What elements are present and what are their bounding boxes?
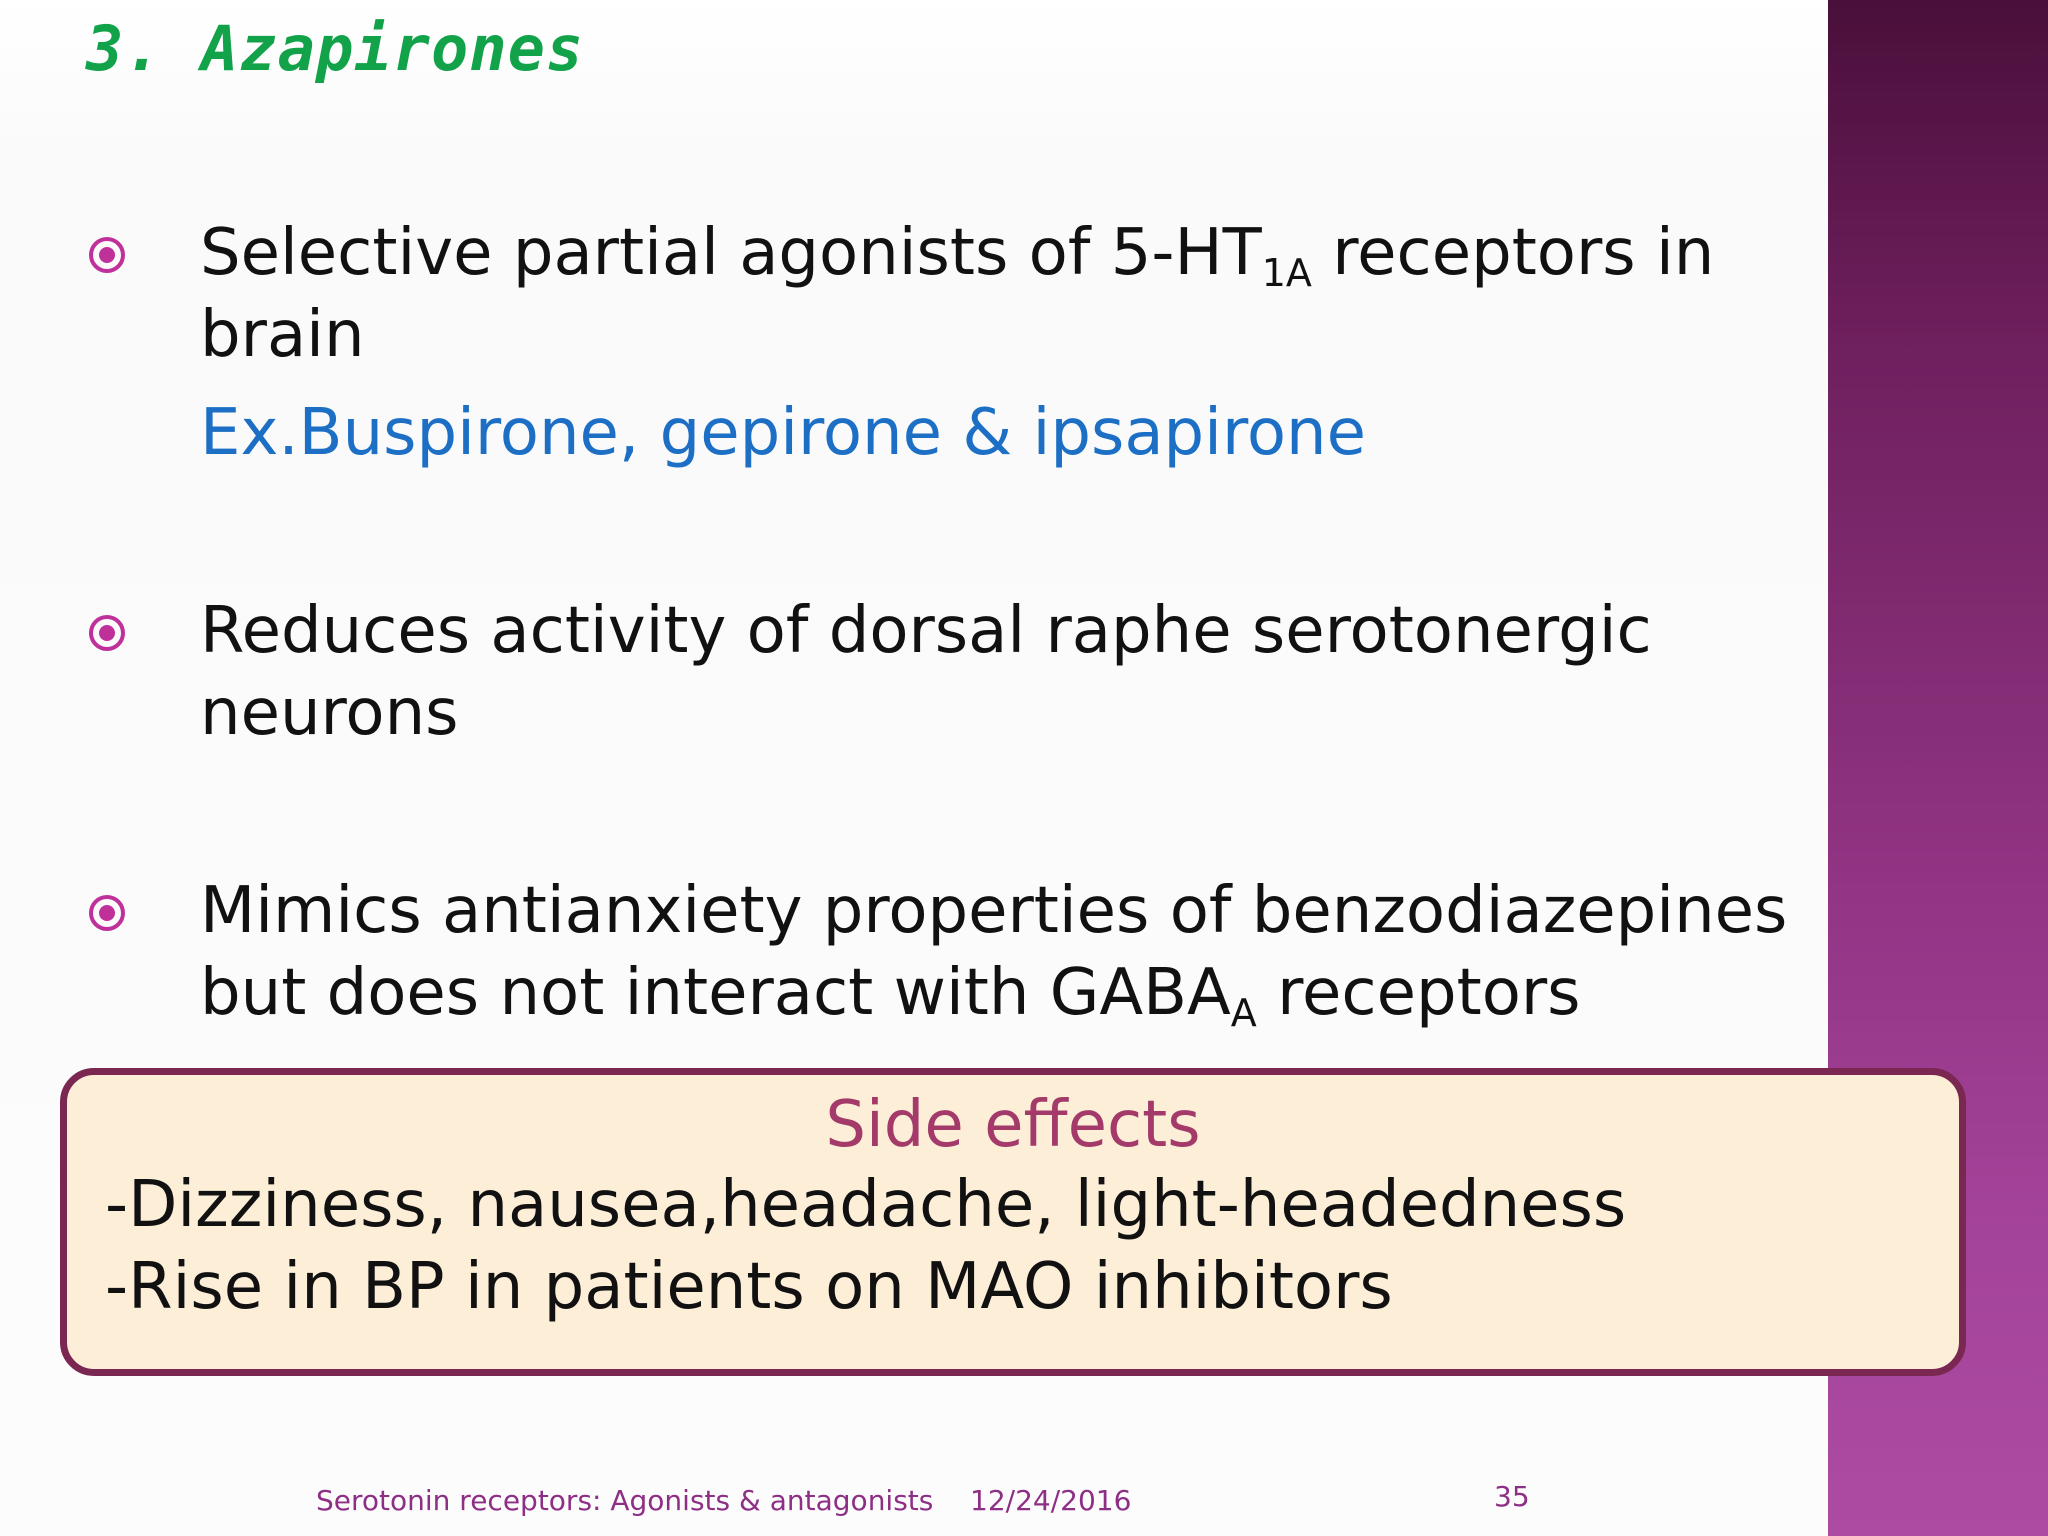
bullet-text-1: [200, 212, 1800, 376]
circled-dot-bullet-icon: [88, 614, 126, 652]
bullet-3-line2-end: receptors: [1256, 956, 1581, 1030]
side-effects-title: Side effects: [825, 1088, 1201, 1162]
example-drugs: Ex.Buspirone, gepirone & ipsapirone: [200, 396, 1366, 470]
bullet-1-line1-start: Selective partial agonists of 5-HT: [200, 216, 1262, 290]
footer-topic: Serotonin receptors: Agonists & antagonists: [316, 1484, 934, 1517]
bullet-1-line1-end: receptors in: [1311, 216, 1715, 290]
side-effects-box: [60, 1068, 1966, 1376]
footer-date: 12/24/2016: [970, 1484, 1132, 1517]
bullet-3-subscript: A: [1230, 991, 1257, 1035]
bullet-2-line2: neurons: [200, 676, 459, 750]
circled-dot-bullet-icon: [88, 236, 126, 274]
side-effect-item: -Dizziness, nausea,headache, light-headedness: [105, 1168, 1627, 1242]
bullet-3-line1: Mimics antianxiety properties of benzodiazepines: [200, 874, 1788, 948]
slide-number: 35: [1494, 1480, 1530, 1513]
circled-dot-bullet-icon: [88, 894, 126, 932]
bullet-2-line1: Reduces activity of dorsal raphe serotonergic: [200, 594, 1652, 668]
bullet-1-subscript: 1A: [1261, 251, 1312, 295]
bullet-1-line2: brain: [200, 298, 365, 372]
slide-title: 3. Azapirones: [86, 12, 585, 85]
side-effect-item: -Rise in BP in patients on MAO inhibitors: [105, 1250, 1393, 1324]
bullet-3-line2-start: but does not interact with GABA: [200, 956, 1231, 1030]
bullet-text-2: [200, 590, 1800, 754]
bullet-text-3: [200, 870, 1800, 1034]
